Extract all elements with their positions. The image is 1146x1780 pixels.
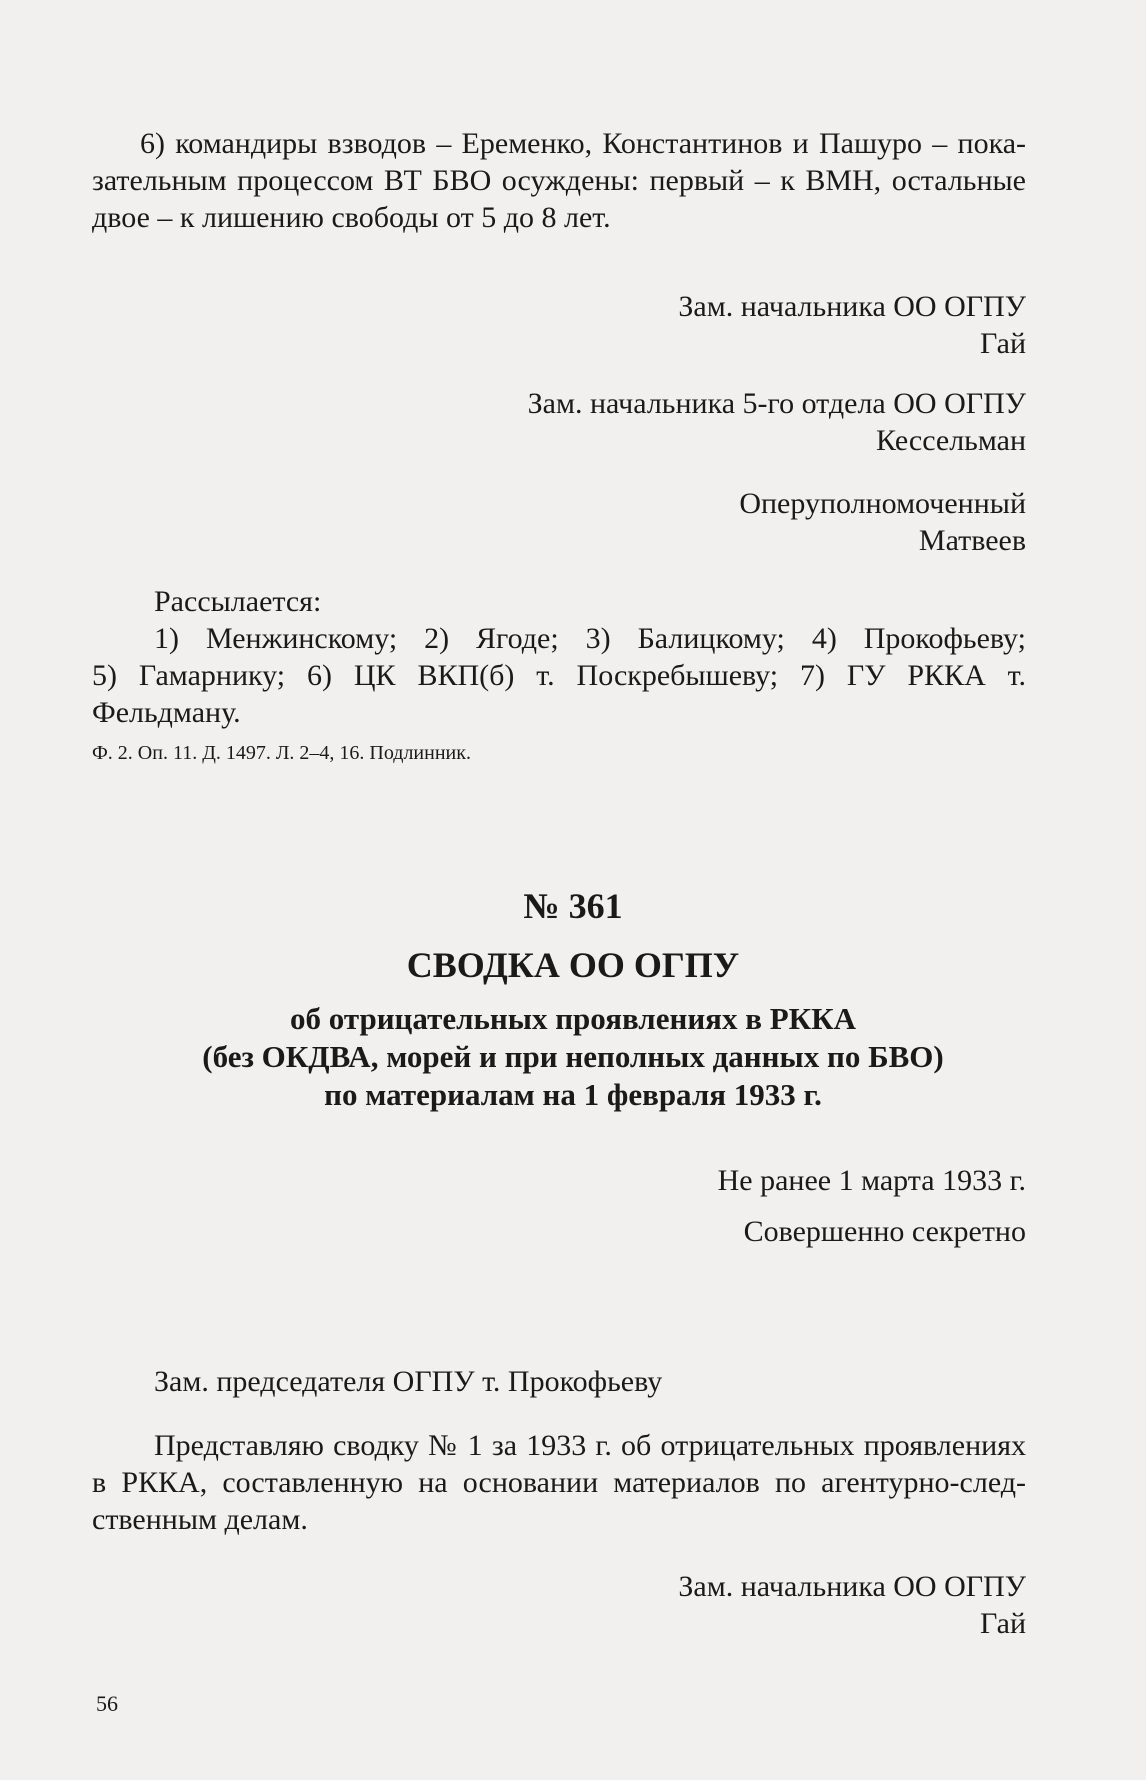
signature-title: Зам. начальника 5-го отдела ОО ОГПУ [527,387,1026,420]
document-subtitle [0,1000,1146,1114]
body-paragraph [92,1427,1026,1538]
item-6-line-1: 6) командиры взводов – Еременко, Константинов и Пашуро – пока- [140,127,1026,160]
body-line-3: ственным делам. [92,1503,308,1536]
document-date: Не ранее 1 марта 1933 г. [717,1164,1026,1197]
body-line-1: Представляю сводку № 1 за 1933 г. об отрицательных проявлениях [154,1429,1026,1462]
document-number: № 361 [523,886,623,926]
signature-block-2 [528,385,1026,459]
archival-source-note: Ф. 2. Оп. 11. Д. 1497. Л. 2–4, 16. Подлинник. [92,742,471,764]
signature-block-3 [739,485,1026,559]
item-6-line-2: зательным процессом ВТ БВО осуждены: первый – к ВМН, остальные [92,164,1026,197]
body-line-2: в РККА, составленную на основании материалов по агентурно-след- [92,1466,1026,1499]
subtitle-line-3: по материалам на 1 февраля 1933 г. [324,1077,822,1112]
distribution-line-2: 5) Гамарнику; 6) ЦК ВКП(б) т. Поскребышеву; 7) ГУ РККА т. Фельдману. [92,659,1026,729]
signature-title: Зам. начальника ОО ОГПУ [678,1570,1026,1603]
signature-title: Зам. начальника ОО ОГПУ [678,290,1026,323]
signature-name: Гай [980,327,1026,360]
subtitle-line-1: об отрицательных проявлениях в РККА [290,1001,856,1036]
signature-name: Кессельман [875,424,1026,457]
addressee: Зам. председателя ОГПУ т. Прокофьеву [154,1365,663,1398]
signature-block-1 [678,288,1026,362]
page-number: 56 [96,1691,118,1716]
subtitle-line-2: (без ОКДВА, морей и при неполных данных по БВО) [202,1039,944,1074]
signature-name: Гай [980,1607,1026,1640]
document-title: СВОДКА ОО ОГПУ [406,945,740,985]
item-6-line-3: двое – к лишению свободы от 5 до 8 лет. [92,201,611,234]
distribution-label: Рассылается: [154,585,322,618]
signature-title: Оперуполномоченный [739,487,1026,520]
item-6-paragraph [92,125,1026,236]
distribution-line-1: 1) Менжинскому; 2) Ягоде; 3) Балицкому; 4) Прокофьеву; [154,622,1026,655]
signature-block-final [678,1568,1026,1642]
classification-stamp: Совершенно секретно [743,1215,1026,1248]
distribution-list [92,583,1026,731]
signature-name: Матвеев [918,524,1026,557]
